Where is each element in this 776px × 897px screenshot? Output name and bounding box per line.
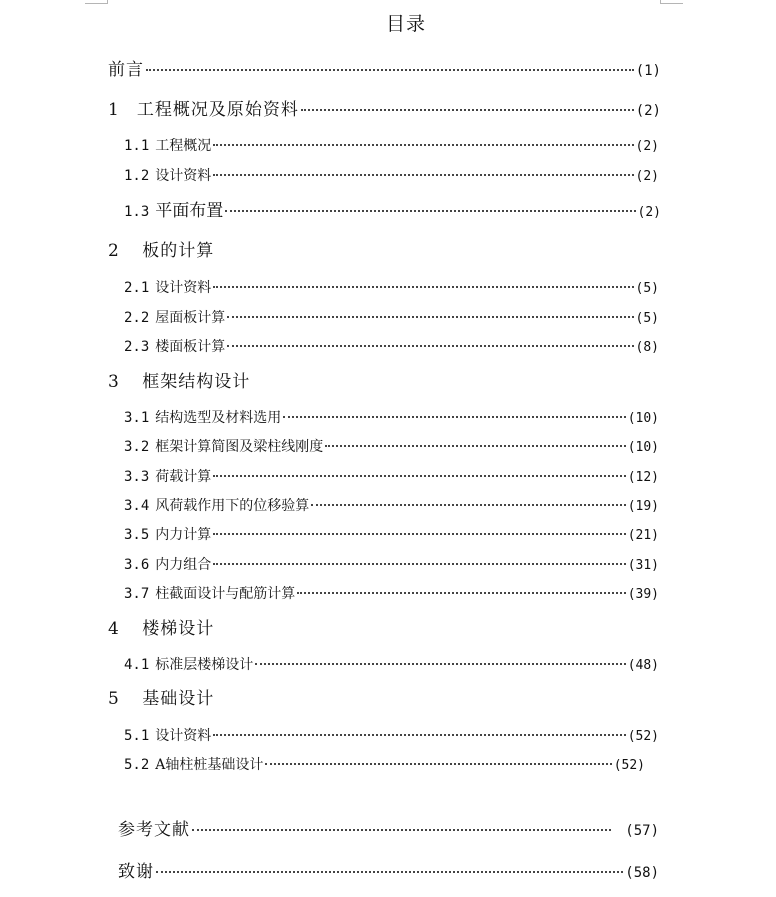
toc-number: 1.3 xyxy=(124,204,150,220)
toc-entry-chapter-4[interactable] xyxy=(108,614,214,639)
toc-page: (2) xyxy=(637,205,661,220)
dot-leader xyxy=(146,69,634,71)
dot-leader xyxy=(213,533,625,535)
toc-entry-chapter-1[interactable] xyxy=(108,95,661,120)
toc-number: 5 xyxy=(108,689,119,709)
toc-entry-chapter-2[interactable] xyxy=(108,236,214,261)
toc-page: (5) xyxy=(635,281,659,296)
toc-page: (2) xyxy=(635,169,659,184)
dot-leader xyxy=(227,316,633,318)
toc-label: 设计资料 xyxy=(155,280,212,296)
toc-page: (48) xyxy=(627,658,659,673)
toc-page: (52) xyxy=(627,729,659,744)
toc-entry-chapter-5[interactable] xyxy=(108,684,214,709)
dot-leader xyxy=(213,286,633,288)
toc-label: 工程概况及原始资料 xyxy=(136,100,299,120)
toc-entry-3-1[interactable] xyxy=(124,407,659,427)
toc-entry-3-2[interactable] xyxy=(124,436,659,456)
dot-leader xyxy=(325,445,625,447)
toc-page: (58) xyxy=(625,865,659,881)
toc-entry-foreword[interactable] xyxy=(108,55,661,80)
toc-entry-2-3[interactable] xyxy=(124,336,659,356)
toc-number: 3.3 xyxy=(124,469,150,485)
toc-page: (1) xyxy=(635,63,661,79)
toc-page: (19) xyxy=(627,499,659,514)
toc-number: 4.1 xyxy=(124,657,150,673)
toc-number: 3 xyxy=(108,372,119,392)
toc-page: (5) xyxy=(635,311,659,326)
dot-leader xyxy=(255,663,625,665)
toc-label: 楼梯设计 xyxy=(142,619,215,639)
toc-entry-2-1[interactable] xyxy=(124,277,659,297)
toc-entry-1-3[interactable] xyxy=(124,196,661,221)
toc-number: 3.5 xyxy=(124,527,150,543)
toc-page: (8) xyxy=(635,340,659,355)
dot-leader xyxy=(213,563,625,565)
dot-leader xyxy=(283,416,625,418)
toc-number: 5.1 xyxy=(124,728,150,744)
toc-entry-5-1[interactable] xyxy=(124,725,659,745)
toc-number: 3.4 xyxy=(124,498,150,514)
dot-leader xyxy=(265,763,611,765)
toc-entry-references[interactable] xyxy=(118,815,659,840)
toc-page: (52) xyxy=(613,758,645,773)
dot-leader xyxy=(301,109,634,111)
toc-page: (21) xyxy=(627,528,659,543)
toc-entry-1-1[interactable] xyxy=(124,135,659,155)
toc-number: 2.3 xyxy=(124,339,150,355)
toc-entry-5-2[interactable] xyxy=(124,754,645,774)
toc-number: 5.2 xyxy=(124,757,150,773)
dot-leader xyxy=(192,829,611,831)
dot-leader xyxy=(213,475,625,477)
toc-page: (10) xyxy=(627,440,659,455)
dot-leader xyxy=(213,174,633,176)
toc-label: 设计资料 xyxy=(155,168,212,184)
toc-entry-chapter-3[interactable] xyxy=(108,367,250,392)
page-title: 目录 xyxy=(385,13,426,35)
toc-label: 参考文献 xyxy=(118,820,190,840)
toc-entry-3-4[interactable] xyxy=(124,495,659,515)
toc-label: 致谢 xyxy=(118,862,154,882)
toc-entry-3-7[interactable] xyxy=(124,583,659,603)
dot-leader xyxy=(213,734,625,736)
toc-label: 框架计算简图及梁柱线刚度 xyxy=(155,439,324,455)
dot-leader xyxy=(156,871,623,873)
toc-number: 4 xyxy=(108,619,119,639)
toc-label: 内力计算 xyxy=(155,527,212,543)
toc-page: (2) xyxy=(635,103,661,119)
toc-label: 风荷载作用下的位移验算 xyxy=(155,498,310,514)
dot-leader xyxy=(311,504,625,506)
toc-number: 3.7 xyxy=(124,586,150,602)
toc-label: 屋面板计算 xyxy=(155,310,226,326)
toc-number: 1 xyxy=(108,100,119,120)
toc-entry-2-2[interactable] xyxy=(124,307,659,327)
toc-label: 楼面板计算 xyxy=(155,339,226,355)
toc-number: 1.1 xyxy=(124,138,150,154)
toc-entry-acknowledgements[interactable] xyxy=(118,857,659,882)
toc-label: 结构选型及材料选用 xyxy=(155,410,282,426)
dot-leader xyxy=(225,210,635,212)
toc-page: (2) xyxy=(635,139,659,154)
toc-label: 荷载计算 xyxy=(155,469,212,485)
dot-leader xyxy=(213,144,633,146)
toc-label: A轴柱桩基础设计 xyxy=(155,757,264,773)
toc-entry-1-2[interactable] xyxy=(124,165,659,185)
toc-label: 内力组合 xyxy=(155,557,212,573)
toc-number: 2.2 xyxy=(124,310,150,326)
toc-label: 平面布置 xyxy=(155,201,224,221)
toc-number: 3.6 xyxy=(124,557,150,573)
toc-label: 基础设计 xyxy=(142,689,215,709)
toc-entry-4-1[interactable] xyxy=(124,654,659,674)
toc-label: 设计资料 xyxy=(155,728,212,744)
toc-label: 工程概况 xyxy=(155,138,212,154)
toc-entry-3-6[interactable] xyxy=(124,554,659,574)
toc-label: 标准层楼梯设计 xyxy=(155,657,254,673)
toc-entry-3-3[interactable] xyxy=(124,466,659,486)
toc-page: (12) xyxy=(627,470,659,485)
toc-label: 柱截面设计与配筋计算 xyxy=(155,586,296,602)
toc-page: (57) xyxy=(625,823,659,839)
toc-entry-3-5[interactable] xyxy=(124,524,659,544)
toc-page: (31) xyxy=(627,558,659,573)
toc-number: 2 xyxy=(108,241,119,261)
dot-leader xyxy=(227,345,633,347)
toc-number: 3.1 xyxy=(124,410,150,426)
toc-page: (39) xyxy=(627,587,659,602)
toc-label: 板的计算 xyxy=(142,241,215,261)
toc-number: 3.2 xyxy=(124,439,150,455)
toc-number: 2.1 xyxy=(124,280,150,296)
toc-label: 前言 xyxy=(108,60,144,80)
toc-label: 框架结构设计 xyxy=(142,372,251,392)
dot-leader xyxy=(297,592,625,594)
toc-number: 1.2 xyxy=(124,168,150,184)
toc-page: (10) xyxy=(627,411,659,426)
